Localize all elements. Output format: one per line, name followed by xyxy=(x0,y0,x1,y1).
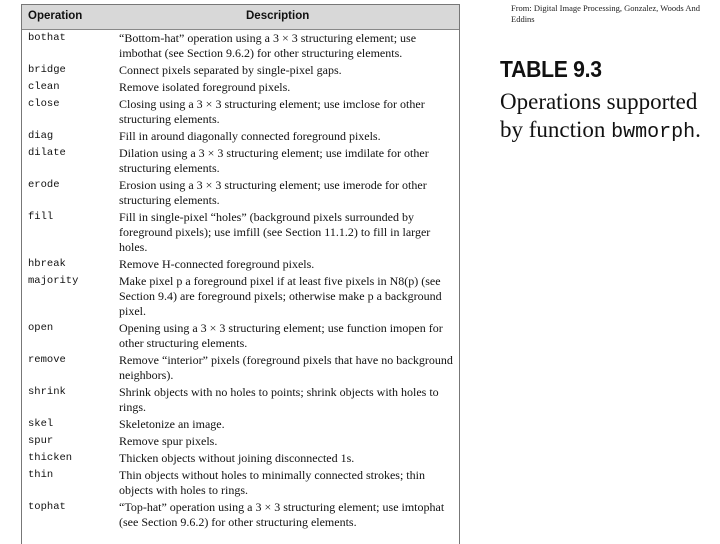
table-row xyxy=(22,31,459,61)
table-row xyxy=(22,63,459,78)
table-row xyxy=(22,500,459,530)
table-number: TABLE 9.3 xyxy=(500,56,602,82)
table-caption xyxy=(500,56,715,147)
operation-name: close xyxy=(28,98,60,110)
caption-phrase: Operations supported by function xyxy=(500,89,698,142)
operation-description: Remove isolated foreground pixels. xyxy=(119,80,291,94)
operation-description: “Bottom-hat” operation using a 3 × 3 structuring element; use imbothat (see Section 9.6.2) for other structuring elements. xyxy=(119,31,417,60)
operation-name: bridge xyxy=(28,64,66,76)
table-row xyxy=(22,353,459,383)
operation-description: Thicken objects without joining disconnected 1s. xyxy=(119,451,355,465)
operation-description: Opening using a 3 × 3 structuring element; use function imopen for other structuring elements. xyxy=(119,321,443,350)
operation-description: Fill in single-pixel “holes” (background pixels surrounded by foreground pixels); use imfill (see Section 11.1.2) to fill in larger holes. xyxy=(119,210,431,254)
operation-name: fill xyxy=(28,211,54,223)
operation-description: Thin objects without holes to minimally connected strokes; thin objects with holes to rings. xyxy=(119,468,425,497)
operation-name: erode xyxy=(28,179,60,191)
table-row xyxy=(22,321,459,351)
table-row xyxy=(22,146,459,176)
operation-description: Fill in around diagonally connected foreground pixels. xyxy=(119,129,381,143)
operation-name: bothat xyxy=(28,32,66,44)
table-row xyxy=(22,210,459,255)
operation-description: Make pixel p a foreground pixel if at least five pixels in N8(p) (see Section 9.4) are foreground pixels; otherwise make p a background pixel. xyxy=(119,274,442,318)
operation-name: remove xyxy=(28,354,66,366)
table-body xyxy=(22,31,459,532)
operation-name: dilate xyxy=(28,147,66,159)
operation-description: Skeletonize an image. xyxy=(119,417,225,431)
table-row xyxy=(22,451,459,466)
operation-name: shrink xyxy=(28,386,66,398)
header-operation: Operation xyxy=(28,10,83,22)
table-row xyxy=(22,129,459,144)
operation-name: majority xyxy=(28,275,79,287)
operation-description: Remove H-connected foreground pixels. xyxy=(119,257,315,271)
operation-name: open xyxy=(28,322,54,334)
operation-name: hbreak xyxy=(28,258,66,270)
operation-description: Erosion using a 3 × 3 structuring element; use imerode for other structuring elements. xyxy=(119,178,427,207)
operation-description: Dilation using a 3 × 3 structuring element; use imdilate for other structuring elements. xyxy=(119,146,429,175)
table-row xyxy=(22,257,459,272)
table-row xyxy=(22,434,459,449)
table-row xyxy=(22,97,459,127)
operation-name: thin xyxy=(28,469,54,481)
operation-name: diag xyxy=(28,130,54,142)
operation-description: Remove spur pixels. xyxy=(119,434,218,448)
table-row xyxy=(22,468,459,498)
table-row xyxy=(22,178,459,208)
table-row xyxy=(22,385,459,415)
header-description: Description xyxy=(246,10,310,22)
operation-description: Remove “interior” pixels (foreground pixels that have no background neighbors). xyxy=(119,353,453,382)
source-note: From: Digital Image Processing, Gonzalez, Woods And Eddins xyxy=(511,3,700,24)
caption-period: . xyxy=(695,117,701,142)
caption-function-name: bwmorph xyxy=(611,121,696,144)
table-row xyxy=(22,80,459,95)
operations-table xyxy=(21,4,460,544)
table-header xyxy=(22,5,459,30)
operation-description: Connect pixels separated by single-pixel gaps. xyxy=(119,63,342,77)
table-row xyxy=(22,274,459,319)
operation-description: “Top-hat” operation using a 3 × 3 structuring element; use imtophat (see Section 9.6.2) for other structuring elements. xyxy=(119,500,445,529)
operation-name: tophat xyxy=(28,501,66,513)
operation-description: Shrink objects with no holes to points; shrink objects with holes to rings. xyxy=(119,385,439,414)
operation-name: clean xyxy=(28,81,60,93)
caption-text xyxy=(500,88,715,147)
operation-name: skel xyxy=(28,418,54,430)
operation-name: thicken xyxy=(28,452,73,464)
operation-name: spur xyxy=(28,435,54,447)
table-row xyxy=(22,417,459,432)
operation-description: Closing using a 3 × 3 structuring element; use imclose for other structuring elements. xyxy=(119,97,425,126)
